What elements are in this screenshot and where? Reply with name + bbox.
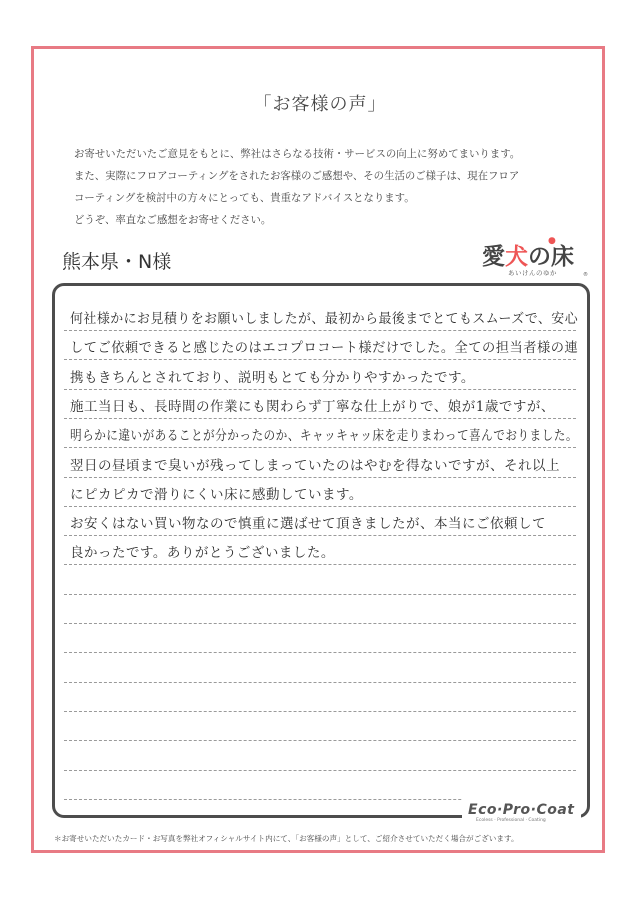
comment-line (64, 447, 576, 478)
handwritten-text: 翌日の昼頃まで臭いが残ってしまっていたのはやむを得ないですが、それ以上 (70, 457, 560, 474)
brand-name: Eco·Pro·Coat (468, 802, 575, 818)
comment-line (64, 769, 576, 800)
customer-name: 熊本県・N様 (62, 251, 172, 273)
comment-line (64, 388, 576, 419)
registered-mark: ® (583, 272, 588, 278)
intro-text (74, 143, 584, 231)
logo-text-post: の床 (528, 244, 574, 270)
comment-line (64, 593, 576, 624)
comment-line (64, 622, 576, 653)
handwritten-text: お安くはない買い物なので慎重に選ばせて頂きましたが、本当にご依頼して (70, 516, 546, 533)
logo-wordmark (482, 238, 574, 271)
comment-line (64, 534, 576, 565)
comment-line (64, 505, 576, 536)
comment-line (64, 300, 579, 331)
comment-line (64, 359, 576, 390)
logo-kana: あいけんのゆか (508, 269, 557, 277)
intro-line: コーティングを検討中の方々にとっても、貴重なアドバイスとなります。 (74, 192, 415, 204)
paw-icon: ● (548, 236, 556, 246)
comment-line (64, 652, 576, 683)
handwritten-text: 何社様かにお見積りをお願いしましたが、最初から最後までとてもスムーズで、安心 (70, 311, 579, 327)
aiken-no-yuka-logo (478, 236, 588, 282)
handwritten-text: 明らかに違いがあることが分かったのか、キャッキャッ床を走りまわって喜んでおりました。 (70, 428, 578, 445)
intro-line: どうぞ、率直なご感想をお寄せください。 (74, 214, 272, 226)
handwritten-text: してご依頼できると感じたのはエコプロコート様だけでした。全ての担当者様の連 (70, 340, 579, 357)
eco-pro-coat-logo (462, 799, 581, 823)
handwritten-text: 携もきちんとされており、説明もとても分かりやすかったです。 (70, 369, 475, 386)
logo-text-pre: 愛 (482, 244, 505, 270)
comment-line (64, 740, 576, 771)
handwritten-text: にピカピカで滑りにくい床に感動しています。 (70, 486, 363, 503)
intro-line: お寄せいただいたご意見をもとに、弊社はさらなる技術・サービスの向上に努めてまいります。 (74, 148, 521, 160)
comment-line (64, 476, 576, 507)
page-title: 「お客様の声」 (253, 94, 387, 115)
comment-line (64, 681, 576, 712)
comment-line (64, 564, 576, 595)
comment-line (64, 417, 576, 448)
brand-subtitle: Ecoless · Professional · Coating (476, 818, 546, 823)
handwritten-text: 良かったです。ありがとうございました。 (70, 545, 335, 562)
logo-text-dog: 犬 (505, 244, 528, 270)
comment-line (64, 329, 579, 360)
comment-line (64, 710, 576, 741)
handwritten-text: 施工当日も、長時間の作業にも関わらず丁寧な仕上がりで、娘が1歳ですが、 (70, 398, 555, 415)
footnote: ＊お寄せいただいたカード・お写真を弊社オフィシャルサイト内にて、「お客様の声」として、ご紹介させていただく場合がございます。 (54, 834, 519, 843)
intro-line: また、実際にフロアコーティングをされたお客様のご感想や、その生活のご様子は、現在フロア (74, 170, 520, 182)
